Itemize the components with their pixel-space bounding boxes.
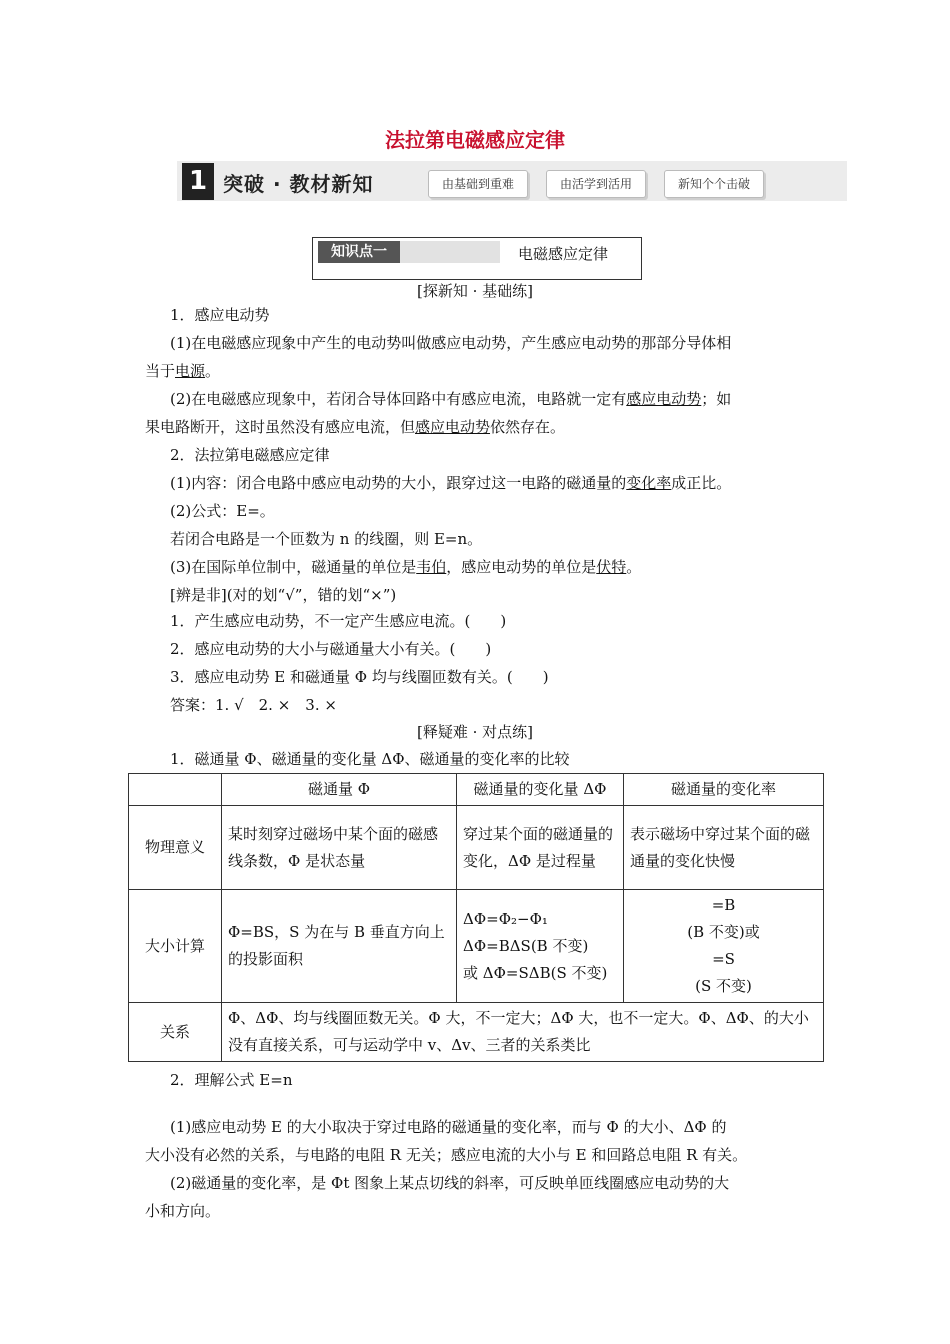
table-cell: 穿过某个面的磁通量的变化，ΔΦ 是过程量 — [457, 806, 624, 890]
paragraph: (1)在电磁感应现象中产生的电动势叫做感应电动势，产生感应电动势的那部分导体相 — [170, 334, 732, 352]
paragraph: (3)在国际单位制中，磁通量的单位是韦伯，感应电动势的单位是伏特。 — [170, 558, 642, 576]
cell-line: ΔΦ=Φ₂−Φ₁ — [463, 909, 548, 928]
paragraph: 当于电源。 — [145, 362, 221, 380]
table-cell: Φ=BS，S 为在与 B 垂直方向上的投影面积 — [222, 890, 457, 1003]
section-number: 1 — [182, 163, 214, 200]
row-head: 物理意义 — [129, 806, 222, 890]
cell-line: ΔΦ=BΔS(B 不变) — [463, 936, 589, 955]
cell-line: (S 不变) — [695, 977, 752, 995]
cell-line: 或 ΔΦ=SΔB(S 不变) — [463, 963, 608, 982]
knowledge-point-label: 知识点一 — [318, 241, 400, 263]
answer: 答案：1. √ 2. × 3. × — [170, 696, 337, 714]
paragraph: 果电路断开，这时虽然没有感应电流，但感应电动势依然存在。 — [145, 418, 566, 436]
paragraph: (2)磁通量的变化率，是 Φt 图象上某点切线的斜率，可反映单匝线圈感应电动势的大 — [170, 1174, 730, 1192]
table-row — [129, 774, 824, 806]
paragraph: 小和方向。 — [145, 1202, 221, 1220]
paragraph: (2)在电磁感应现象中，若闭合导体回路中有感应电流，电路就一定有感应电动势；如 — [170, 390, 732, 408]
table-cell — [624, 890, 824, 1003]
paragraph: (1)感应电动势 E 的大小取决于穿过电路的磁通量的变化率，而与 Φ 的大小、ΔΦ 的 — [170, 1118, 727, 1136]
judge-item: 3．感应电动势 E 和磁通量 Φ 均与线圈匝数有关。( ) — [170, 668, 549, 686]
table-cell: 表示磁场中穿过某个面的磁通量的变化快慢 — [624, 806, 824, 890]
section1-tag: [探新知 · 基础练] — [416, 282, 533, 300]
table-header — [129, 774, 222, 806]
paragraph: (1)内容：闭合电路中感应电动势的大小，跟穿过这一电路的磁通量的变化率成正比。 — [170, 474, 732, 492]
table-cell — [457, 890, 624, 1003]
heading-emf: 1．感应电动势 — [170, 306, 270, 324]
basic-to-hard-button[interactable]: 由基础到重难 — [428, 170, 528, 198]
paragraph: 大小没有必然的关系，与电路的电阻 R 无关；感应电流的大小与 E 和回路总电阻 R 有关。 — [145, 1146, 748, 1164]
judge-item: 2．感应电动势的大小与磁通量大小有关。( ) — [170, 640, 492, 658]
table-header: 磁通量 Φ — [222, 774, 457, 806]
table-cell: 某时刻穿过磁场中某个面的磁感线条数，Φ 是状态量 — [222, 806, 457, 890]
heading-faraday: 2．法拉第电磁感应定律 — [170, 446, 330, 464]
section-banner-title: 突破 · 教材新知 — [223, 172, 374, 196]
judge-heading: [辨是非](对的划“√”，错的划“×”) — [170, 586, 397, 604]
section2-tag: [释疑难 · 对点练] — [416, 723, 533, 741]
paragraph: 若闭合电路是一个匝数为 n 的线圈，则 E=n。 — [170, 530, 483, 548]
page-title: 法拉第电磁感应定律 — [385, 128, 565, 152]
table-row — [129, 806, 824, 890]
learn-to-apply-button[interactable]: 由活学到活用 — [546, 170, 646, 198]
row-head: 大小计算 — [129, 890, 222, 1003]
cell-line: (B 不变)或 — [687, 923, 760, 941]
compare-title: 1．磁通量 Φ、磁通量的变化量 ΔΦ、磁通量的变化率的比较 — [170, 750, 570, 768]
formula-line: (2)公式：E=。 — [170, 502, 275, 520]
table-row — [129, 890, 824, 1003]
table-header: 磁通量的变化量 ΔΦ — [457, 774, 624, 806]
table-cell: Φ、ΔΦ、均与线圈匝数无关。Φ 大，不一定大；ΔΦ 大，也不一定大。Φ、ΔΦ、的大小没有直接关系，可与运动学中 v、Δv、三者的关系类比 — [222, 1003, 824, 1062]
judge-item: 1．产生感应电动势，不一定产生感应电流。( ) — [170, 612, 507, 630]
table-row — [129, 1003, 824, 1062]
table-header: 磁通量的变化率 — [624, 774, 824, 806]
comparison-table — [128, 773, 824, 1062]
row-head: 关系 — [129, 1003, 222, 1062]
cell-line: =S — [712, 950, 735, 968]
cell-line: =B — [711, 896, 736, 914]
knowledge-point-title: 电磁感应定律 — [518, 245, 609, 263]
break-through-button[interactable]: 新知个个击破 — [664, 170, 764, 198]
knowledge-point-bar — [400, 241, 500, 263]
heading-formula: 2．理解公式 E=n — [170, 1071, 293, 1089]
